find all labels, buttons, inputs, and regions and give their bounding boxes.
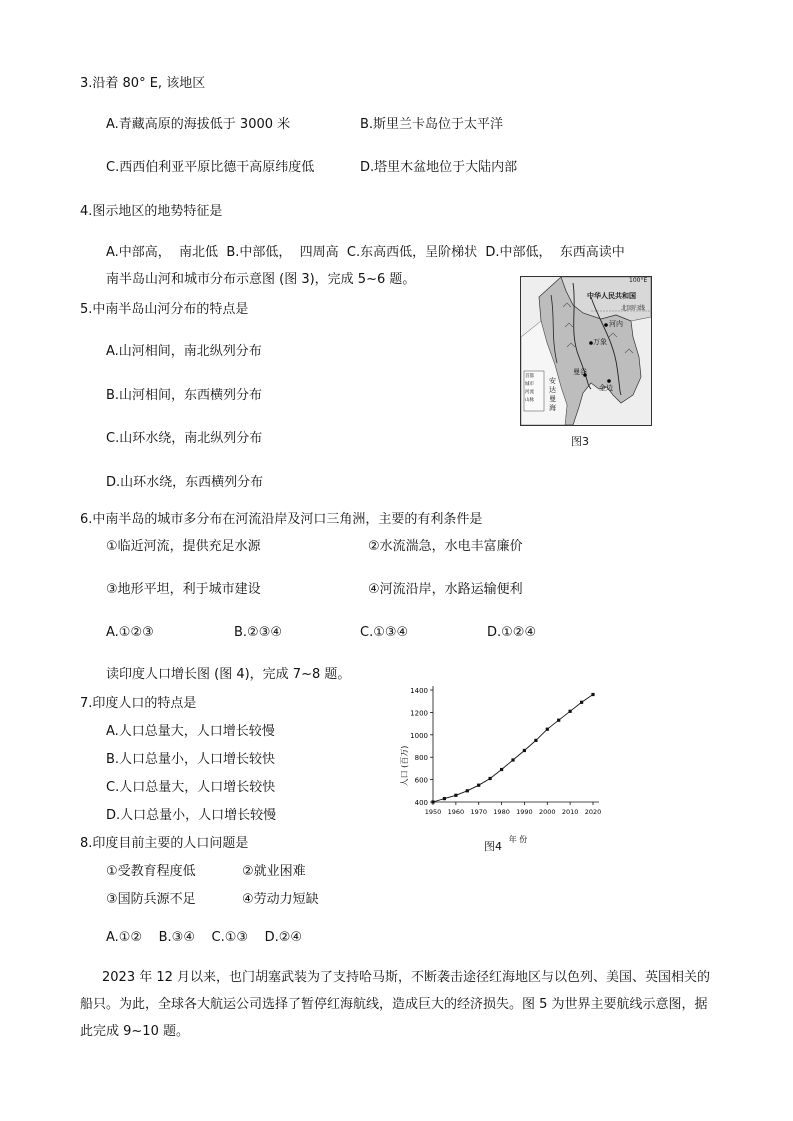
q7-option-d: D.人口总量小，人口增长较慢 bbox=[106, 808, 277, 823]
x-tick-label: 2020 bbox=[584, 808, 602, 816]
x-tick-label: 1950 bbox=[424, 808, 442, 816]
q6-statement-4: ④河流沿岸，水路运输便利 bbox=[368, 582, 523, 597]
data-point bbox=[511, 758, 514, 761]
data-point bbox=[454, 794, 457, 797]
legend-capital: 首都 bbox=[525, 374, 534, 379]
q8-statement-3: ③国防兵源不足 bbox=[106, 892, 196, 907]
q8-statement-4: ④劳动力短缺 bbox=[242, 892, 319, 907]
y-tick-label: 1000 bbox=[410, 731, 428, 740]
q6-option-a: A.①②③ bbox=[106, 625, 154, 640]
q8-stem: 8.印度目前主要的人口问题是 bbox=[80, 836, 249, 851]
q6-option-c: C.①③④ bbox=[360, 625, 409, 640]
y-tick-label: 1200 bbox=[410, 709, 428, 718]
legend-mountain: 山脉 bbox=[525, 398, 534, 403]
q8-statement-1: ①受教育程度低 bbox=[106, 864, 196, 879]
map-legend bbox=[525, 373, 534, 405]
q5-option-c: C.山环水绕，南北纵列分布 bbox=[106, 431, 263, 446]
q5-option-a: A.山河相间，南北纵列分布 bbox=[106, 344, 262, 359]
figure-3-map bbox=[520, 276, 652, 426]
x-tick-label: 1990 bbox=[516, 808, 533, 816]
map-label-vientiane: 万象 bbox=[593, 338, 607, 346]
data-point bbox=[477, 784, 480, 787]
x-tick-label: 2000 bbox=[539, 808, 556, 816]
data-point bbox=[591, 693, 594, 696]
q5-option-d: D.山环水绕，东西横列分布 bbox=[106, 475, 264, 490]
q6-statement-1: ①临近河流，提供充足水源 bbox=[106, 539, 261, 554]
q6-stem: 6.中南半岛的城市多分布在河流沿岸及河口三角洲，主要的有利条件是 bbox=[80, 512, 483, 527]
map-label-hanoi: 河内 bbox=[609, 320, 623, 328]
map-longitude-label: 100°E bbox=[629, 277, 648, 284]
q3-option-d: D.塔里木盆地位于大陆内部 bbox=[360, 160, 518, 175]
x-tick-label: 2010 bbox=[561, 808, 579, 816]
figure-4-population-chart bbox=[393, 680, 613, 850]
x-tick-label: 1980 bbox=[493, 808, 510, 816]
q3-option-b: B.斯里兰卡岛位于太平洋 bbox=[360, 117, 504, 132]
q7-option-c: C.人口总量大，人口增长较快 bbox=[106, 780, 276, 795]
q5-stem: 5.中南半岛山河分布的特点是 bbox=[80, 302, 249, 317]
q6-option-b: B.②③④ bbox=[234, 625, 283, 640]
data-point bbox=[557, 719, 560, 722]
data-point bbox=[443, 797, 446, 800]
q7-stem: 7.印度人口的特点是 bbox=[80, 696, 197, 711]
legend-river: 河流 bbox=[525, 390, 534, 395]
data-point bbox=[534, 739, 537, 742]
q7-option-a: A.人口总量大，人口增长较慢 bbox=[106, 724, 275, 739]
q5-option-b: B.山河相间，东西横列分布 bbox=[106, 388, 263, 403]
q6-option-d: D.①②④ bbox=[487, 625, 537, 640]
x-tick-label: 1960 bbox=[447, 808, 465, 816]
q8-options: A.①② B.③④ C.①③ D.②④ bbox=[106, 930, 303, 945]
data-point bbox=[500, 768, 503, 771]
figure-4-caption: 图4 bbox=[484, 840, 502, 853]
legend-city: 城市 bbox=[525, 382, 534, 387]
red-sea-passage: 2023 年 12 月以来，也门胡塞武装为了支持哈马斯，不断袭击途径红海地区与以色列、美国、英国相关的船只。为此，全球各大航运公司选择了暂停红海航线，造成巨大的经济损失。图 5 为世界主要航线示意图，据此完成 9~10 题。 bbox=[80, 970, 711, 1039]
data-point bbox=[580, 701, 583, 704]
y-axis-label: 人口 (百万) bbox=[400, 745, 409, 787]
map-label-phnom-penh: 金边 bbox=[599, 384, 613, 392]
data-point bbox=[546, 728, 549, 731]
q3-option-a: A.青藏高原的海拔低于 3000 米 bbox=[106, 117, 291, 132]
q3-option-c: C.西西伯利亚平原比德干高原纬度低 bbox=[106, 160, 315, 175]
intro-7-8: 读印度人口增长图 (图 4)，完成 7~8 题。 bbox=[106, 667, 351, 682]
map-label-andaman-sea: 安达曼海 bbox=[549, 377, 556, 412]
map-tropic-label: 北回归线 bbox=[621, 305, 646, 312]
data-point bbox=[466, 789, 469, 792]
figure-3-caption: 图3 bbox=[571, 435, 589, 448]
data-point bbox=[431, 800, 434, 803]
map-title: 中华人民共和国 bbox=[587, 292, 636, 300]
y-tick-label: 1400 bbox=[410, 687, 428, 695]
data-point bbox=[523, 749, 526, 752]
y-tick-label: 600 bbox=[414, 776, 428, 785]
q6-statement-2: ②水流湍急，水电丰富廉价 bbox=[368, 539, 523, 554]
q4-options: A.中部高， 南北低 B.中部低， 四周高 C.东高西低，呈阶梯状 D.中部低， 东西高读中 bbox=[106, 245, 625, 260]
q4-stem: 4.图示地区的地势特征是 bbox=[80, 204, 223, 219]
q7-option-b: B.人口总量小，人口增长较快 bbox=[106, 752, 276, 767]
y-tick-label: 800 bbox=[414, 754, 428, 763]
q3-stem: 3.沿着 80° E, 该地区 bbox=[80, 76, 206, 91]
q6-statement-3: ③地形平坦，利于城市建设 bbox=[106, 582, 261, 597]
x-tick-label: 1970 bbox=[470, 808, 487, 816]
data-point bbox=[489, 777, 492, 780]
intro-5-6: 南半岛山河和城市分布示意图 (图 3)，完成 5~6 题。 bbox=[106, 272, 416, 287]
x-axis-label: 年 份 bbox=[508, 835, 528, 844]
data-point bbox=[569, 710, 572, 713]
map-label-bangkok: 曼谷 bbox=[573, 368, 587, 376]
y-tick-label: 400 bbox=[414, 799, 428, 807]
q8-statement-2: ②就业困难 bbox=[242, 864, 306, 879]
